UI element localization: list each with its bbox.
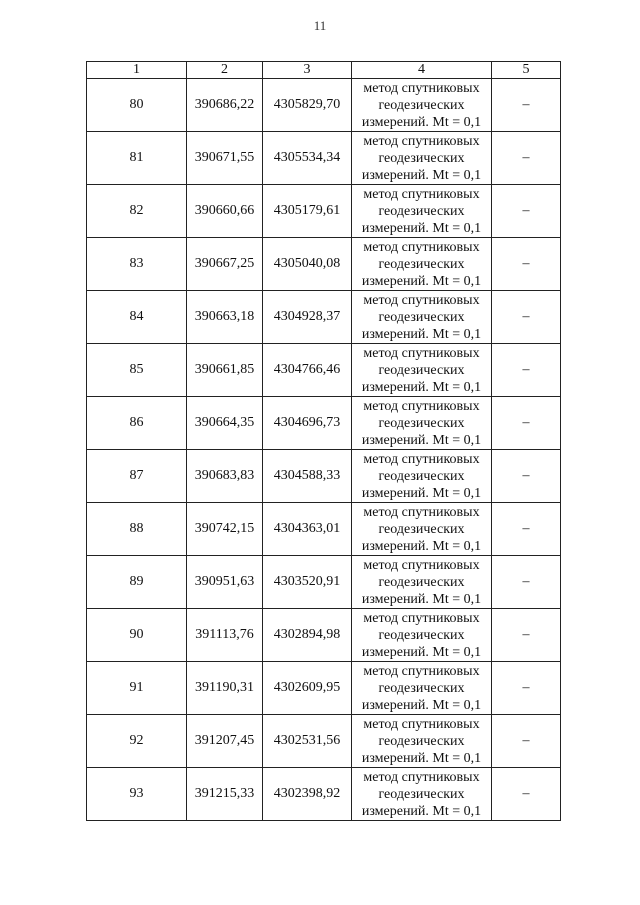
method-line: геодезических [378,574,465,590]
point-number-cell: 85 [87,344,187,397]
method-line: измерений. Mt = 0,1 [361,485,482,501]
header-col-3: 3 [263,62,352,79]
method-line: измерений. Mt = 0,1 [361,379,482,395]
point-number-cell: 88 [87,503,187,556]
method-line: геодезических [378,468,465,484]
y-coordinate-cell: 4302609,95 [263,662,352,715]
x-coordinate-cell: 390742,15 [187,503,263,556]
method-line: геодезических [378,150,465,166]
point-number-cell: 84 [87,291,187,344]
note-cell: – [492,503,561,556]
y-coordinate-cell: 4305534,34 [263,132,352,185]
y-coordinate-cell: 4304928,37 [263,291,352,344]
x-coordinate-cell: 391207,45 [187,715,263,768]
point-number-cell: 80 [87,79,187,132]
method-line: измерений. Mt = 0,1 [361,114,482,130]
point-number-cell: 82 [87,185,187,238]
method-line: метод спутниковых [363,186,480,202]
y-coordinate-cell: 4302531,56 [263,715,352,768]
coordinates-table [86,61,561,821]
point-number-cell: 86 [87,397,187,450]
x-coordinate-cell: 390951,63 [187,556,263,609]
header-col-4: 4 [352,62,492,79]
method-line: геодезических [378,733,465,749]
y-coordinate-cell: 4304588,33 [263,450,352,503]
method-line: геодезических [378,786,465,802]
x-coordinate-cell: 391190,31 [187,662,263,715]
x-coordinate-cell: 390671,55 [187,132,263,185]
method-line: метод спутниковых [363,398,480,414]
point-number-cell: 83 [87,238,187,291]
method-line: геодезических [378,203,465,219]
table-row [87,609,561,662]
method-line: метод спутниковых [363,80,480,96]
note-cell: – [492,291,561,344]
method-cell [352,291,492,344]
point-number-cell: 87 [87,450,187,503]
table-row [87,291,561,344]
x-coordinate-cell: 390667,25 [187,238,263,291]
method-line: геодезических [378,256,465,272]
method-line: измерений. Mt = 0,1 [361,803,482,819]
method-line: геодезических [378,415,465,431]
table-row [87,397,561,450]
table-row [87,556,561,609]
method-line: метод спутниковых [363,769,480,785]
method-line: геодезических [378,627,465,643]
method-line: геодезических [378,309,465,325]
method-line: метод спутниковых [363,663,480,679]
table-header-row [87,62,561,79]
method-line: метод спутниковых [363,345,480,361]
method-cell [352,450,492,503]
method-line: измерений. Mt = 0,1 [361,697,482,713]
note-cell: – [492,185,561,238]
note-cell: – [492,344,561,397]
note-cell: – [492,768,561,821]
y-coordinate-cell: 4302398,92 [263,768,352,821]
method-cell [352,662,492,715]
x-coordinate-cell: 390683,83 [187,450,263,503]
table-row [87,715,561,768]
method-line: метод спутниковых [363,133,480,149]
method-line: измерений. Mt = 0,1 [361,326,482,342]
method-cell [352,344,492,397]
method-line: метод спутниковых [363,292,480,308]
method-line: метод спутниковых [363,610,480,626]
point-number-cell: 81 [87,132,187,185]
note-cell: – [492,662,561,715]
table-row [87,450,561,503]
point-number-cell: 90 [87,609,187,662]
table-row [87,768,561,821]
method-line: измерений. Mt = 0,1 [361,591,482,607]
note-cell: – [492,715,561,768]
method-cell [352,79,492,132]
x-coordinate-cell: 390661,85 [187,344,263,397]
method-cell [352,556,492,609]
method-line: метод спутниковых [363,557,480,573]
method-cell [352,238,492,291]
table-row [87,344,561,397]
x-coordinate-cell: 390660,66 [187,185,263,238]
method-line: метод спутниковых [363,451,480,467]
note-cell: – [492,609,561,662]
y-coordinate-cell: 4305040,08 [263,238,352,291]
method-cell [352,609,492,662]
method-line: измерений. Mt = 0,1 [361,750,482,766]
y-coordinate-cell: 4302894,98 [263,609,352,662]
method-line: геодезических [378,97,465,113]
y-coordinate-cell: 4305829,70 [263,79,352,132]
note-cell: – [492,132,561,185]
point-number-cell: 89 [87,556,187,609]
method-line: измерений. Mt = 0,1 [361,220,482,236]
note-cell: – [492,450,561,503]
y-coordinate-cell: 4304696,73 [263,397,352,450]
method-cell [352,185,492,238]
x-coordinate-cell: 390663,18 [187,291,263,344]
note-cell: – [492,556,561,609]
method-line: измерений. Mt = 0,1 [361,538,482,554]
x-coordinate-cell: 390686,22 [187,79,263,132]
header-col-5: 5 [492,62,561,79]
method-line: измерений. Mt = 0,1 [361,167,482,183]
x-coordinate-cell: 390664,35 [187,397,263,450]
method-line: измерений. Mt = 0,1 [361,644,482,660]
method-line: геодезических [378,362,465,378]
method-line: геодезических [378,521,465,537]
method-cell [352,503,492,556]
table-row [87,185,561,238]
header-col-2: 2 [187,62,263,79]
note-cell: – [492,238,561,291]
table-row [87,132,561,185]
note-cell: – [492,397,561,450]
method-line: метод спутниковых [363,504,480,520]
header-col-1: 1 [87,62,187,79]
method-cell [352,715,492,768]
table-row [87,662,561,715]
method-line: метод спутниковых [363,716,480,732]
method-line: измерений. Mt = 0,1 [361,432,482,448]
method-cell [352,132,492,185]
point-number-cell: 93 [87,768,187,821]
table-row [87,238,561,291]
table-row [87,79,561,132]
table-body [87,79,561,821]
page-number: 11 [313,18,327,33]
y-coordinate-cell: 4304363,01 [263,503,352,556]
method-cell [352,768,492,821]
point-number-cell: 92 [87,715,187,768]
note-cell: – [492,79,561,132]
table-row [87,503,561,556]
method-line: метод спутниковых [363,239,480,255]
method-line: геодезических [378,680,465,696]
y-coordinate-cell: 4305179,61 [263,185,352,238]
method-line: измерений. Mt = 0,1 [361,273,482,289]
method-cell [352,397,492,450]
y-coordinate-cell: 4304766,46 [263,344,352,397]
x-coordinate-cell: 391215,33 [187,768,263,821]
y-coordinate-cell: 4303520,91 [263,556,352,609]
point-number-cell: 91 [87,662,187,715]
x-coordinate-cell: 391113,76 [187,609,263,662]
